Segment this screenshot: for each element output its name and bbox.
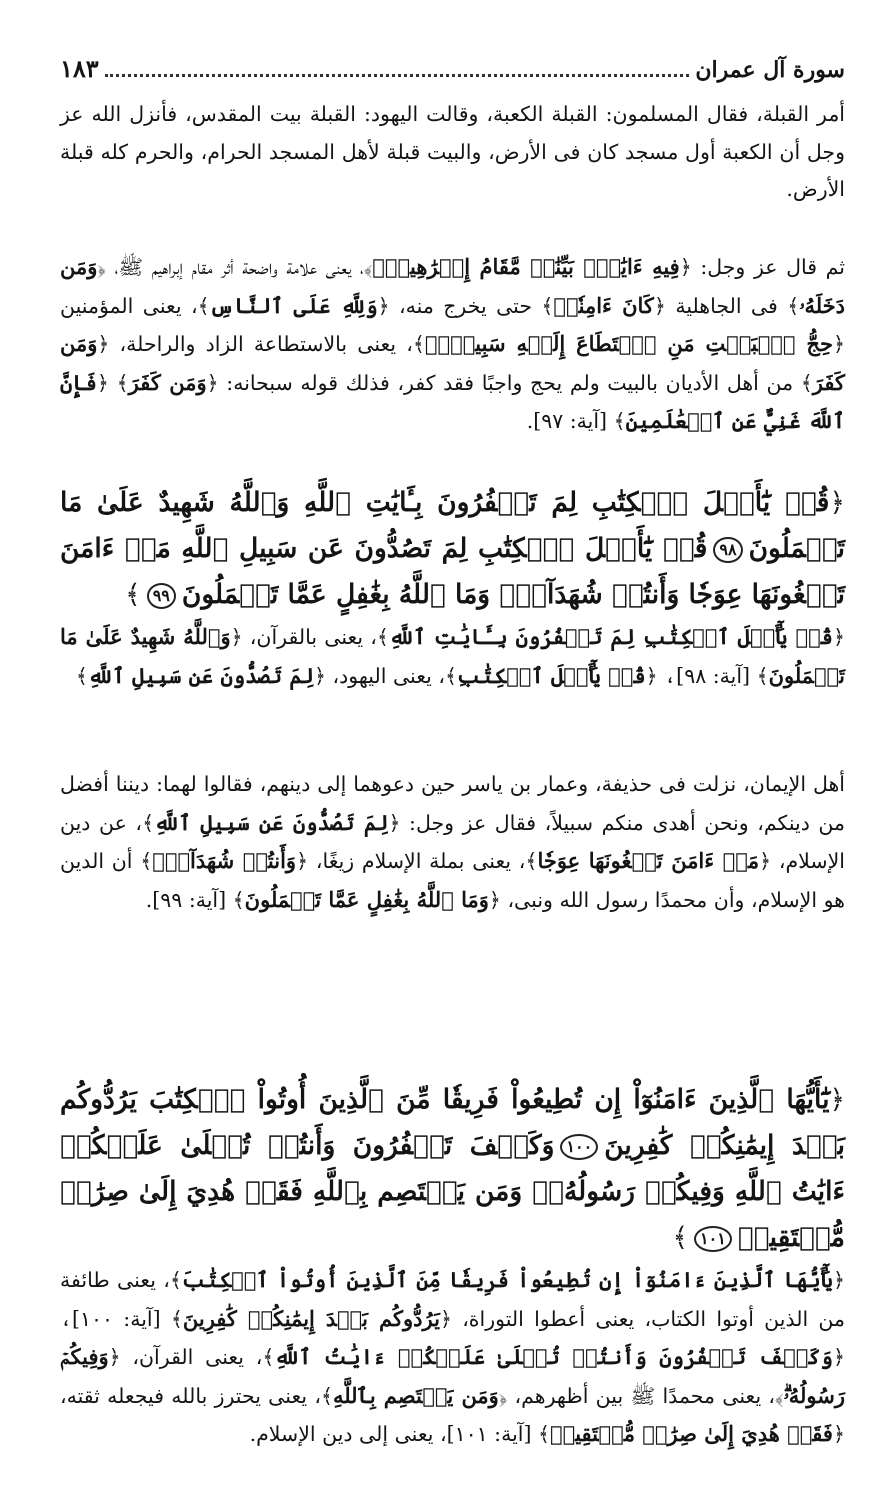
ornate-bracket-open: ﴿ <box>832 332 845 356</box>
ornate-bracket-open: ﴿ <box>206 370 219 395</box>
ornate-bracket-open: ﴿ <box>97 255 106 279</box>
quran-quote: لِمَ تَصُدُّونَ عَن سَبِيلِ ٱللَّهِ <box>154 809 389 835</box>
ornate-bracket-close: ﴾ <box>320 1383 333 1408</box>
quran-quote: يَٰٓأَيُّهَا ٱلَّذِينَ ءَامَنُوٓاْ إِن تُطِيعُواْ فَرِيقٗا مِّنَ ٱلَّذِينَ أُوتُواْ ٱلۡكِتَٰبَ <box>181 1267 833 1292</box>
text-run: ، يعنى طائفة من الذين أوتوا الكتاب، يعنى أعطوا التوراة، <box>60 1268 845 1331</box>
ornate-bracket-open: ﴿ <box>439 1306 452 1331</box>
ornate-bracket-open: ﴿ <box>832 1345 845 1369</box>
quran-quote: وَفِيكُمۡ رَسُولُهُۥۗ <box>60 1344 845 1408</box>
quran-quote: وَٱللَّهُ شَهِيدٌ عَلَىٰ مَا تَعۡمَلُونَ <box>60 624 845 688</box>
paragraph-3 <box>60 618 845 766</box>
ornate-bracket-open: ﴿ <box>296 849 309 873</box>
quran-quote: لِمَ تَصُدُّونَ عَن سَبِيلِ ٱللَّهِ <box>87 662 314 688</box>
text-run: [آية: ٩٧]. <box>526 409 614 433</box>
verse-block-100-101 <box>60 1077 845 1261</box>
text-run: ، يعنى علامة واضحة أثر مقام إبراهيم ﷺ، <box>105 255 364 279</box>
ornate-bracket-open: ﴿ <box>679 255 692 279</box>
verse-text: يَٰٓأَيُّهَا ٱلَّذِينَ ءَامَنُوٓاْ إِن تُطِيعُواْ فَرِيقٗا مِّنَ ٱلَّذِينَ أُوتُواْ ٱلۡكِتَٰبَ يَرُدُّوكُم بَعۡدَ إِيمَٰنِكُمۡ كَٰفِرِينَ <box>60 1084 845 1161</box>
text-run: فى الجاهلية <box>665 293 788 318</box>
quran-quote: وَلِلَّهِ عَلَى ٱلنَّاسِ <box>209 292 378 318</box>
verse-number-marker: ١٠١ <box>694 1226 732 1252</box>
text-run: ، يعنى اليهود، <box>326 663 445 688</box>
quran-quote: وَمَن كَفَرَ <box>128 369 207 395</box>
verse-number-marker: ٩٩ <box>147 583 176 609</box>
verse-text: قُلۡ يَٰٓأَهۡلَ ٱلۡكِتَٰبِ لِمَ تَكۡفُرُونَ بِـَٔايَٰتِ ٱللَّهِ وَٱللَّهُ شَهِيدٌ عَلَىٰ مَا تَعۡمَلُونَ <box>60 487 845 564</box>
verse-number-marker: ٩٨ <box>713 537 742 563</box>
ornate-bracket-close: ﴾ <box>775 1383 784 1408</box>
quran-quote: فِيهِ ءَايَٰتُۢ بَيِّنَٰتٞ مَّقَامُ إِبۡرَٰهِيمَۖ <box>372 254 680 279</box>
paragraph-2 <box>60 248 845 480</box>
text-run <box>109 371 117 395</box>
ornate-bracket-close: ﴾ <box>262 1345 275 1369</box>
quran-quote: وَمَن دَخَلَهُۥ <box>60 254 845 318</box>
ornate-bracket-close: ﴾ <box>197 293 210 318</box>
quran-quote: وَمَا ٱللَّهُ بِغَٰفِلٍ عَمَّا تَعۡمَلُونَ <box>244 886 489 912</box>
quran-quote: حِجُّ ٱلۡبَيۡتِ مَنِ ٱسۡتَطَاعَ إِلَيۡهِ سَبِيلٗاۚ <box>424 331 833 356</box>
paragraph-1: أمر القبلة، فقال المسلمون: القبلة الكعبة، وقالت اليهود: القبلة بيت المقدس، فأنزل الله عز وجل أن الكعبة أول مسجد كان فى الأرض، والبيت قبلة لأهل المسجد الحرام، والحرم كله قبلة الأرض. <box>60 102 845 201</box>
verse-text: وَكَيۡفَ تَكۡفُرُونَ وَأَنتُمۡ تُتۡلَىٰ عَلَيۡكُمۡ ءَايَٰتُ ٱللَّهِ وَفِيكُمۡ رَسُولُهُۥۗ وَمَن يَعۡتَصِم بِٱللَّهِ فَقَدۡ هُدِيَ إِلَىٰ صِرَٰطٖ مُّسۡتَقِيمٖ <box>60 1130 845 1253</box>
ornate-bracket-open: ﴿ <box>96 370 109 395</box>
ornate-bracket-close: ﴾ <box>672 1222 688 1253</box>
ornate-bracket-open: ﴿ <box>313 663 326 688</box>
ornate-bracket-open: ﴿ <box>108 1345 121 1369</box>
ornate-bracket-open: ﴿ <box>829 487 845 518</box>
ornate-bracket-close: ﴾ <box>125 579 141 610</box>
quran-quote: قُلۡ يَٰٓأَهۡلَ ٱلۡكِتَٰبِ لِمَ تَكۡفُرُونَ بِـَٔايَٰتِ ٱللَّهِ <box>388 624 833 649</box>
ornate-bracket-open: ﴿ <box>759 849 772 873</box>
quran-quote: يَرُدُّوكُم بَعۡدَ إِيمَٰنِكُمۡ كَٰفِرِينَ <box>182 1305 440 1331</box>
ornate-bracket-close: ﴾ <box>75 663 88 688</box>
ornate-bracket-open: ﴿ <box>377 293 390 318</box>
quran-quote: وَمَن كَفَرَ <box>60 331 845 395</box>
ornate-bracket-open: ﴿ <box>833 625 846 649</box>
text-run: ثم قال عز وجل: <box>691 255 845 279</box>
paragraph-5 <box>60 1261 845 1511</box>
header-dotted-leader <box>105 54 690 77</box>
ornate-bracket-open: ﴿ <box>388 810 401 835</box>
quran-quote: وَأَنتُمۡ شُهَدَآءُۗ <box>152 848 297 873</box>
ornate-bracket-close: ﴾ <box>613 409 626 433</box>
text-run: ، يعنى بالاستطاعة الزاد والراحلة، <box>109 332 413 356</box>
quran-quote: فَإِنَّ ٱللَّهَ غَنِيٌّ عَنِ ٱلۡعَٰلَمِينَ <box>60 369 845 433</box>
surah-title: سورة آل عمران <box>695 57 845 83</box>
text-run: ، يعنى بملة الإسلام زيغًا، <box>308 849 526 873</box>
ornate-bracket-close: ﴾ <box>376 625 389 649</box>
text-run: ، يعنى محمدًا ﷺ بين أظهرهم، <box>507 1383 776 1408</box>
text-run: ، عن دين الإسلام، <box>60 810 845 873</box>
text-run: [آية: ١٠٠]، <box>60 1306 171 1331</box>
ornate-bracket-close: ﴾ <box>412 332 425 356</box>
text-run: ، يعنى بالقرآن، <box>242 625 377 649</box>
ornate-bracket-close: ﴾ <box>538 1422 551 1446</box>
paragraph-4 <box>60 766 845 1077</box>
page-header <box>60 48 845 90</box>
ornate-bracket-open: ﴿ <box>97 332 110 356</box>
quran-quote: كَانَ ءَامِنٗاۗ <box>553 292 654 318</box>
ornate-bracket-open: ﴿ <box>653 293 666 318</box>
verse-block-98-99 <box>60 480 845 618</box>
book-page <box>60 48 846 1446</box>
quran-quote: وَمَن يَعۡتَصِم بِٱللَّهِ <box>332 1382 499 1408</box>
ornate-bracket-open: ﴿ <box>832 1268 845 1292</box>
ornate-bracket-open: ﴿ <box>832 1422 845 1446</box>
ornate-bracket-open: ﴿ <box>488 887 501 912</box>
quran-quote: قُلۡ يَٰٓأَهۡلَ ٱلۡكِتَٰبِ <box>456 662 646 688</box>
ornate-bracket-close: ﴾ <box>541 293 554 318</box>
verse-text: قُلۡ يَٰٓأَهۡلَ ٱلۡكِتَٰبِ لِمَ تَصُدُّونَ عَن سَبِيلِ ٱللَّهِ مَنۡ ءَامَنَ تَبۡغُونَهَا عِوَجٗا وَأَنتُمۡ شُهَدَآءُۗ وَمَا ٱللَّهُ بِغَٰفِلٍ عَمَّا تَعۡمَلُونَ <box>60 533 845 610</box>
quran-quote: وَكَيۡفَ تَكۡفُرُونَ وَأَنتُمۡ تُتۡلَىٰ عَلَيۡكُمۡ ءَايَٰتُ ٱللَّهِ <box>274 1344 833 1369</box>
ornate-bracket-close: ﴾ <box>363 255 373 279</box>
quran-quote: فَقَدۡ هُدِيَ إِلَىٰ صِرَٰطٖ مُّسۡتَقِيمٖ <box>550 1421 833 1446</box>
verse-number-marker: ١٠٠ <box>560 1134 598 1160</box>
ornate-bracket-close: ﴾ <box>444 663 457 688</box>
text-run: أن الدين هو الإسلام، وأن محمدًا رسول الله ونبى، <box>60 849 845 912</box>
text-run: ، يعنى القرآن، <box>120 1345 263 1369</box>
text-run: [آية: ٩٩]. <box>145 887 233 912</box>
ornate-bracket-open: ﴿ <box>230 625 243 649</box>
ornate-bracket-open: ﴿ <box>645 663 658 688</box>
ornate-bracket-open: ﴿ <box>829 1084 845 1115</box>
ornate-bracket-close: ﴾ <box>800 370 813 395</box>
text-run: ، يعنى يحترز بالله فيجعله ثقته، <box>60 1383 321 1408</box>
text-run: أهل الإيمان، نزلت فى حذيفة، وعمار بن ياسر حين دعوهما إلى دينهم، فقالوا لهما: ديننا أفضل من دينكم، ونحن أهدى منكم سبيلاً، فقال عز وجل: <box>60 772 845 835</box>
text-run: ، يعنى المؤمنين <box>60 293 198 318</box>
text-run: [آية: ١٠١]، يعنى إلى دين الإسلام. <box>249 1422 538 1446</box>
text-run: [آية: ٩٨]، <box>657 663 757 688</box>
text-run: من أهل الأديان بالبيت ولم يحج واجبًا فقد كفر، فذلك قوله سبحانه: <box>218 370 801 395</box>
ornate-bracket-close: ﴾ <box>756 663 769 688</box>
text-run: حتى يخرج منه، <box>389 293 542 318</box>
ornate-bracket-close: ﴾ <box>142 810 155 835</box>
ornate-bracket-close: ﴾ <box>170 1306 183 1331</box>
ornate-bracket-close: ﴾ <box>787 293 800 318</box>
ornate-bracket-close: ﴾ <box>116 370 129 395</box>
quran-quote: مَنۡ ءَامَنَ تَبۡغُونَهَا عِوَجٗا <box>537 848 760 873</box>
ornate-bracket-close: ﴾ <box>169 1268 182 1292</box>
ornate-bracket-close: ﴾ <box>525 849 538 873</box>
ornate-bracket-close: ﴾ <box>140 849 153 873</box>
ornate-bracket-close: ﴾ <box>232 887 245 912</box>
page-number: ١٨٣ <box>60 54 99 83</box>
ornate-bracket-open: ﴿ <box>498 1383 508 1408</box>
